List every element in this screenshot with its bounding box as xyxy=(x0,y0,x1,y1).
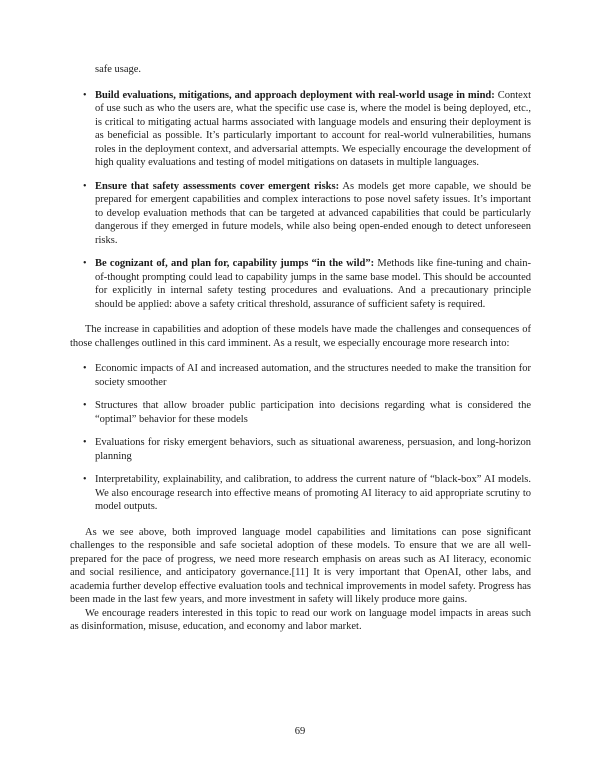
bullet-text: Economic impacts of AI and increased automation, and the structures needed to make the transition for society smoother xyxy=(95,363,531,388)
bullet-icon: • xyxy=(83,258,87,269)
bullet-icon: • xyxy=(83,363,87,374)
list-item xyxy=(70,399,531,426)
bullet-text: Evaluations for risky emergent behaviors, such as situational awareness, persuasion, and long-horizon planning xyxy=(95,437,531,462)
page-number: 69 xyxy=(294,726,306,737)
bullet-icon: • xyxy=(83,400,87,411)
bullet-icon: • xyxy=(83,89,87,101)
bullet-lead: Build evaluations, mitigations, and approach deployment with real-world usage in mind: xyxy=(95,89,495,101)
bullet-icon: • xyxy=(83,180,87,192)
bullet-text: Context of use such as who the users are, what the specific use case is, where the model is being deployed, etc., is critical to mitigating actual harms associated with language models and ensuring their deployment is as beneficial as possible. It’s particularly important to account for real-world vulnerabilities, humans roles in the deployment context, and adversarial attempts. We especially encourage the development of high quality evaluations and testing of model mitigations on datasets in multiple languages. xyxy=(95,89,531,168)
deployment-recommendations-list xyxy=(70,89,531,312)
bullet-lead: Be cognizant of, and plan for, capability jumps “in the wild”: xyxy=(95,258,375,269)
paragraph-final: We encourage readers interested in this topic to read our work on language model impacts in areas such as disinformation, misuse, education, and economy and labor market. xyxy=(70,607,531,632)
bullet-continuation-text: safe usage. xyxy=(95,64,142,75)
bullet-lead: Ensure that safety assessments cover emergent risks: xyxy=(95,180,340,192)
bullet-icon: • xyxy=(83,437,87,448)
list-item xyxy=(70,257,531,311)
list-item xyxy=(70,180,531,248)
research-topics-list xyxy=(70,362,531,514)
list-item xyxy=(70,436,531,463)
paragraph-closing: As we see above, both improved language model capabilities and limitations can pose significant challenges to the responsible and safe societal adoption of these models. To ensure that we are all well-prepared for the pace of progress, we need more research emphasis on areas such as AI literacy, economic and social resilience, and anticipatory governance.[11] It is very important that OpenAI, other labs, and academia further develop effective evaluation tools and technical improvements in model safety. Progress has been made in the last few years, and more investment in safety will likely produce more gains. xyxy=(70,526,531,605)
list-item xyxy=(70,362,531,389)
list-item xyxy=(70,473,531,514)
bullet-text: Interpretability, explainability, and calibration, to address the current nature of “black-box” AI models. We also encourage research into effective means of promoting AI literacy to aid appropriate scrutiny to model outputs. xyxy=(95,474,531,512)
bullet-text: Methods like fine-tuning and chain-of-thought prompting could lead to capability jumps in the same base model. This should be accounted for explicitly in internal safety testing procedures and evaluations. And a precautionary principle should be applied: above a safety critical threshold, assurance of sufficient safety is required. xyxy=(95,258,532,310)
page-body xyxy=(70,63,531,634)
bullet-text: Structures that allow broader public participation into decisions regarding what is considered the “optimal” behavior for these models xyxy=(95,400,531,425)
list-item xyxy=(70,89,531,170)
paragraph-research-intro: The increase in capabilities and adoption of these models have made the challenges and consequences of those challenges outlined in this card imminent. As a result, we especially encourage more research into: xyxy=(70,324,531,349)
bullet-icon: • xyxy=(83,474,87,485)
bullet-text: As models get more capable, we should be prepared for emergent capabilities and complex interactions to pose novel safety issues. It’s important to develop evaluation methods that can be targeted at advanced capabilities that could be particularly dangerous if they emerged in future models, while also being open-ended enough to detect unforeseen risks. xyxy=(95,180,531,246)
